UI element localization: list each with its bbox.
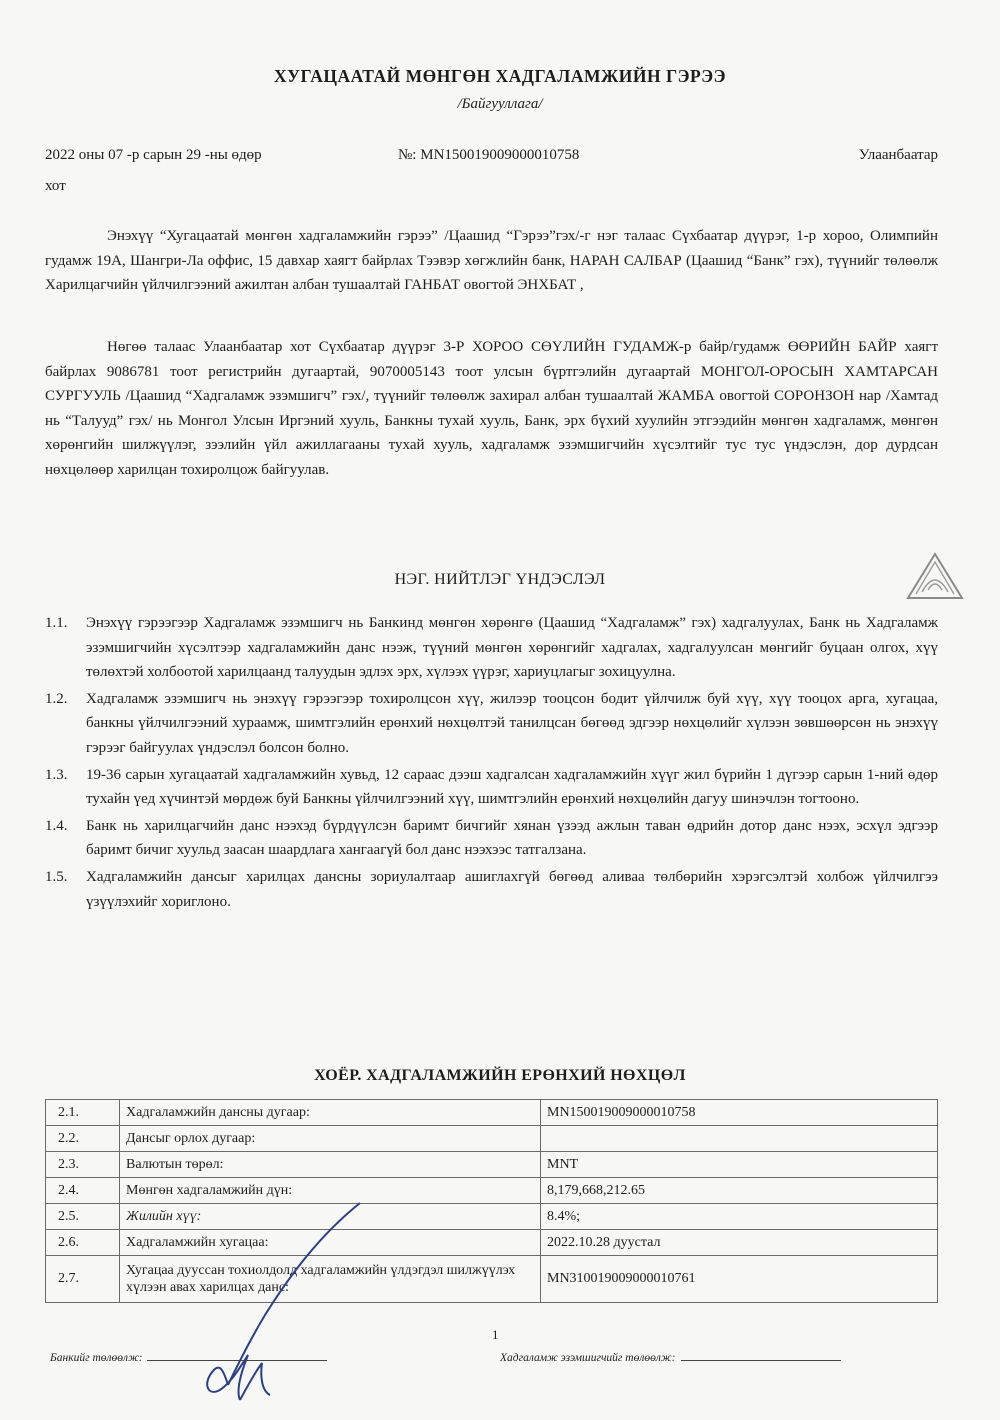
row-value: 8,179,668,212.65 xyxy=(541,1178,938,1204)
item-text: Хадгаламж эзэмшигч нь энэхүү гэрээгээр тохиролцсон хүү, жилээр тооцсон бодит үйлчилж буй хүү, хүү тооцох арга, хугацаа, банкны үйлчилгээний хураамж, шимтгэлийн ерөнхий нөхцөлтэй танилцсан бөгөөд эдгээр нөхцөлийг хүлээн зөвшөөрсөн нь энэхүү гэрээг байгуулах үндэслэл болсон болно. xyxy=(86,690,938,756)
row-value: MNT xyxy=(541,1152,938,1178)
item-text: Хадгаламжийн дансыг харилцах дансны зориулалтаар ашиглахгүй бөгөөд аливаа төлбөрийн хэрэгсэлтэй холбож үйлчилгээ үзүүлэхийг хориглоно. xyxy=(86,868,938,910)
table-row xyxy=(46,1152,938,1178)
bank-signature-line xyxy=(147,1360,327,1361)
row-value: MN310019009000010761 xyxy=(541,1256,938,1303)
holder-signature-label: Хадгаламж эзэмшигчийг төлөөлж: xyxy=(500,1352,676,1364)
list-item xyxy=(45,611,938,685)
page-number: 1 xyxy=(492,1327,499,1342)
item-number: 1.4. xyxy=(45,817,68,834)
list-item xyxy=(45,763,938,812)
row-number: 2.7. xyxy=(46,1256,120,1303)
contract-number: №: MN150019009000010758 xyxy=(398,147,580,163)
section-1-items xyxy=(45,611,938,916)
intro-paragraph-1 xyxy=(45,224,938,298)
row-value: MN150019009000010758 xyxy=(541,1100,938,1126)
row-value: 2022.10.28 дуустал xyxy=(541,1230,938,1256)
intro-paragraph-1-text: Энэхүү “Хугацаатай мөнгөн хадгаламжийн гэрээ” /Цаашид “Гэрээ”гэх/-г нэг талаас Сүхбаатар дүүрэг, 1-р хороо, Олимпийн гудамж 19А, Шангри-Ла оффис, 15 давхар хаягт байрлах Тээвэр хөгжлийн банк, НАРАН САЛБАР (Цаашид “Банк” гэх), түүнийг төлөөлж Харилцагчийн үйлчилгээний ажилтан албан тушаалтай ГАНБАТ овогтой ЭНХБАТ , xyxy=(45,228,938,294)
row-number: 2.4. xyxy=(46,1178,120,1204)
section-2-heading: ХОЁР. ХАДГАЛАМЖИЙН ЕРӨНХИЙ НӨХЦӨЛ xyxy=(314,1067,686,1084)
intro-paragraph-2-text: Нөгөө талаас Улаанбаатар хот Сүхбаатар дүүрэг 3-Р ХОРОО СӨҮЛИЙН ГУДАМЖ-р байр/гудамж ӨӨРИЙН БАЙР хаягт байрлах 9086781 тоот регистрийн дугаартай, 9070005143 тоот улсын бүртгэлийн дугаартай МОНГОЛ-ОРОСЫН ХАМТАРСАН СУРГУУЛЬ /Цаашид “Хадгаламж эзэмшигч” гэх/, түүнийг төлөөлж захирал албан тушаалтай ЖАМБА овогтой СОРОНЗОН нар /Хамтад нь “Талууд” гэх/ нь Монгол Улсын Иргэний хууль, Банкны тухай хууль, Банк, эрх бүхий хуулийн этгээдийн мөнгөн хадгаламж, мөнгөн хөрөнгийн шилжүүлэг, зээлийн үйл ажиллагааны тухай хууль, хадгаламж эзэмшигчийн хүсэлтийг тус тус үндэслэн, дор дурдсан нөхцөлөөр харилцан тохиролцож байгуулав. xyxy=(45,339,938,478)
row-label: Дансыг орлох дугаар: xyxy=(120,1126,541,1152)
row-number: 2.5. xyxy=(46,1204,120,1230)
row-value: 8.4%; xyxy=(541,1204,938,1230)
row-label: Мөнгөн хадгаламжийн дүн: xyxy=(120,1178,541,1204)
item-number: 1.5. xyxy=(45,868,68,885)
holder-signature-block xyxy=(500,1352,841,1364)
row-label: Валютын төрөл: xyxy=(120,1152,541,1178)
intro-paragraph-2 xyxy=(45,335,938,483)
contract-place: Улаанбаатар xyxy=(858,147,938,163)
row-number: 2.2. xyxy=(46,1126,120,1152)
item-text: Банк нь харилцагчийн данс нээхэд бүрдүүлсэн баримт бичгийг хянан үзээд ажлын таван өдрийн дотор данс нээх, эсхүл эдгээр баримт бичиг хуульд заасан шаардлага хангаагүй бол данс нээхээс татгалзана. xyxy=(86,817,938,859)
row-label: Хугацаа дууссан тохиолдолд хадгаламжийн үлдэгдэл шилжүүлэх хүлээн авах харилцах данс: xyxy=(120,1256,541,1303)
row-label: Хадгаламжийн хугацаа: xyxy=(120,1230,541,1256)
row-label: Хадгаламжийн дансны дугаар: xyxy=(120,1100,541,1126)
item-number: 1.2. xyxy=(45,690,68,707)
row-number: 2.6. xyxy=(46,1230,120,1256)
contract-date: 2022 оны 07 -р сарын 29 -ны өдөр xyxy=(45,147,262,163)
bank-signature-block xyxy=(50,1352,327,1364)
list-item xyxy=(45,687,938,761)
holder-signature-line xyxy=(681,1360,841,1361)
list-item xyxy=(45,814,938,863)
item-text: 19-36 сарын хугацаатай хадгаламжийн хувьд, 12 сараас дээш хадгалсан хадгаламжийн хүүг жил бүрийн 1 дүгээр сарын 1-ний өдөр тухайн үед хүчинтэй мөрдөж буй Банкны үйлчилгээний хүү, шимтгэлийн ерөнхий нөхцөлийн дагуу шинэчлэн тогтооно. xyxy=(86,766,938,808)
document-title: ХУГАЦААТАЙ МӨНГӨН ХАДГАЛАМЖИЙН ГЭРЭЭ xyxy=(274,66,726,86)
handwritten-signature xyxy=(170,1195,390,1410)
table-row xyxy=(46,1100,938,1126)
row-number: 2.3. xyxy=(46,1152,120,1178)
bank-signature-label: Банкийг төлөөлж: xyxy=(50,1352,143,1364)
table-row xyxy=(46,1126,938,1152)
row-label: Жилийн хүү: xyxy=(120,1204,541,1230)
document-subtitle: /Байгууллага/ xyxy=(457,96,543,112)
item-text: Энэхүү гэрээгээр Хадгаламж эзэмшигч нь Банкинд мөнгөн хөрөнгө (Цаашид “Хадгаламж” гэх) хадгалуулах, Банк нь Хадгаламж эзэмшигчийн хүсэлтээр хадгаламжийн данс нээж, түүний мөнгөн хөрөнгийг хадгалах, хадгалуулсан мөнгийг буцаан олгох, хүү төлөхтэй холбоотой харилцаанд талуудын эдлэх эрх, хүлээх үүрэг, хариуцлагыг зохицуулна. xyxy=(86,615,938,681)
item-number: 1.1. xyxy=(45,615,68,631)
row-value xyxy=(541,1126,938,1152)
list-item xyxy=(45,865,938,914)
row-number: 2.1. xyxy=(46,1100,120,1126)
item-number: 1.3. xyxy=(45,766,68,783)
section-1-heading: НЭГ. НИЙТЛЭГ ҮНДЭСЛЭЛ xyxy=(394,571,606,588)
contract-city: хот xyxy=(45,178,66,194)
